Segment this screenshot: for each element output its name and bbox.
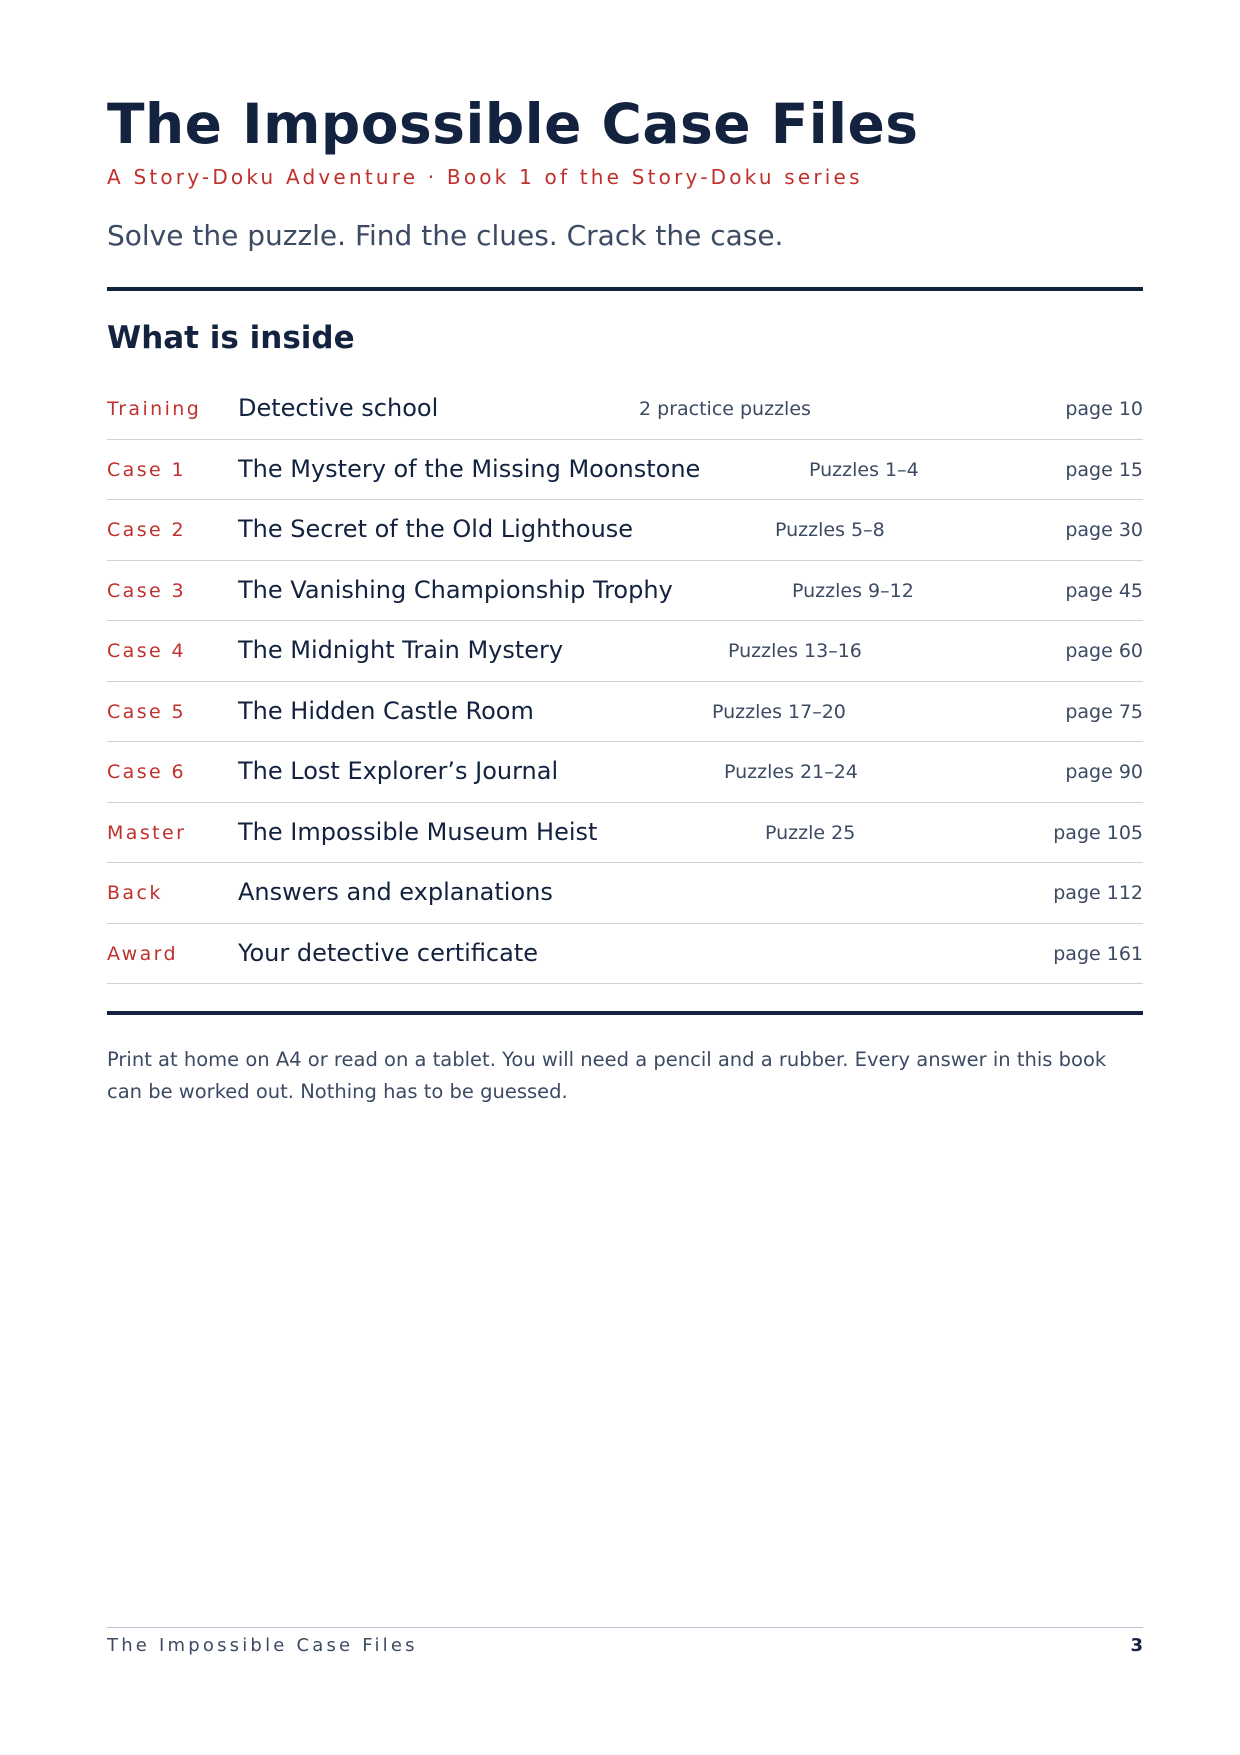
row-label: Case 2 (107, 519, 187, 541)
contents-row-training (107, 379, 1143, 440)
row-puzzles: 2 practice puzzles (639, 398, 811, 420)
row-puzzles: Puzzle 25 (765, 821, 856, 844)
row-name: Your detective certificate (238, 938, 539, 967)
row-puzzles: Puzzles 5–8 (775, 519, 885, 541)
contents-row-case-3 (107, 561, 1143, 622)
row-name: Answers and explanations (238, 878, 553, 906)
row-label: Master (107, 821, 187, 844)
row-name: The Mystery of the Missing Moonstone (238, 454, 701, 483)
row-page: page 15 (1065, 458, 1143, 481)
row-page: page 161 (1053, 942, 1143, 965)
contents-row-case-4 (107, 621, 1143, 682)
contents-row-back (107, 863, 1143, 924)
row-page: page 10 (1065, 398, 1143, 420)
row-page: page 60 (1065, 640, 1143, 662)
contents-row-case-2 (107, 500, 1143, 561)
row-puzzles: Puzzles 1–4 (809, 458, 919, 481)
print-note: Print at home on A4 or read on a tablet. You will need a pencil and a rubber. Every answer in this book can be worked out. Nothing has to be guessed. (107, 1048, 1107, 1103)
book-title: The Impossible Case Files (107, 92, 919, 156)
row-puzzles: Puzzles 17–20 (712, 700, 846, 723)
row-puzzles: Puzzles 21–24 (724, 761, 858, 783)
row-puzzles: Puzzles 13–16 (728, 640, 862, 662)
row-puzzles: Puzzles 9–12 (792, 579, 914, 602)
document-page (107, 0, 1143, 1755)
row-label: Case 1 (107, 458, 187, 481)
row-label: Training (107, 398, 202, 420)
row-page: page 90 (1065, 761, 1143, 783)
row-name: The Hidden Castle Room (238, 696, 534, 725)
row-page: page 30 (1065, 519, 1143, 541)
contents-row-master (107, 803, 1143, 864)
row-name: The Vanishing Championship Trophy (238, 575, 673, 604)
contents-row-case-1 (107, 440, 1143, 501)
row-label: Case 5 (107, 700, 187, 723)
row-name: The Midnight Train Mystery (238, 636, 564, 664)
row-name: The Impossible Museum Heist (238, 817, 598, 846)
row-label: Award (107, 942, 178, 965)
contents-row-award (107, 924, 1143, 985)
contents-row-case-6 (107, 742, 1143, 803)
row-name: Detective school (238, 394, 439, 422)
footer-title: The Impossible Case Files (107, 1635, 418, 1656)
top-divider (107, 287, 1143, 291)
page-number: 3 (1130, 1635, 1143, 1656)
row-page: page 112 (1053, 882, 1143, 904)
row-label: Case 4 (107, 640, 187, 662)
row-label: Case 3 (107, 579, 187, 602)
bottom-divider (107, 1011, 1143, 1015)
row-page: page 75 (1065, 700, 1143, 723)
book-tagline: Solve the puzzle. Find the clues. Crack the case. (107, 219, 784, 252)
footer-divider (107, 1627, 1143, 1628)
contents-list (107, 379, 1143, 984)
row-name: The Secret of the Old Lighthouse (238, 515, 634, 543)
row-label: Back (107, 882, 163, 904)
contents-row-case-5 (107, 682, 1143, 743)
contents-heading: What is inside (107, 320, 355, 356)
book-subtitle: A Story-Doku Adventure · Book 1 of the Story-Doku series (107, 165, 863, 189)
row-label: Case 6 (107, 761, 187, 783)
row-name: The Lost Explorer’s Journal (238, 757, 559, 785)
row-page: page 45 (1065, 579, 1143, 602)
row-page: page 105 (1053, 821, 1143, 844)
